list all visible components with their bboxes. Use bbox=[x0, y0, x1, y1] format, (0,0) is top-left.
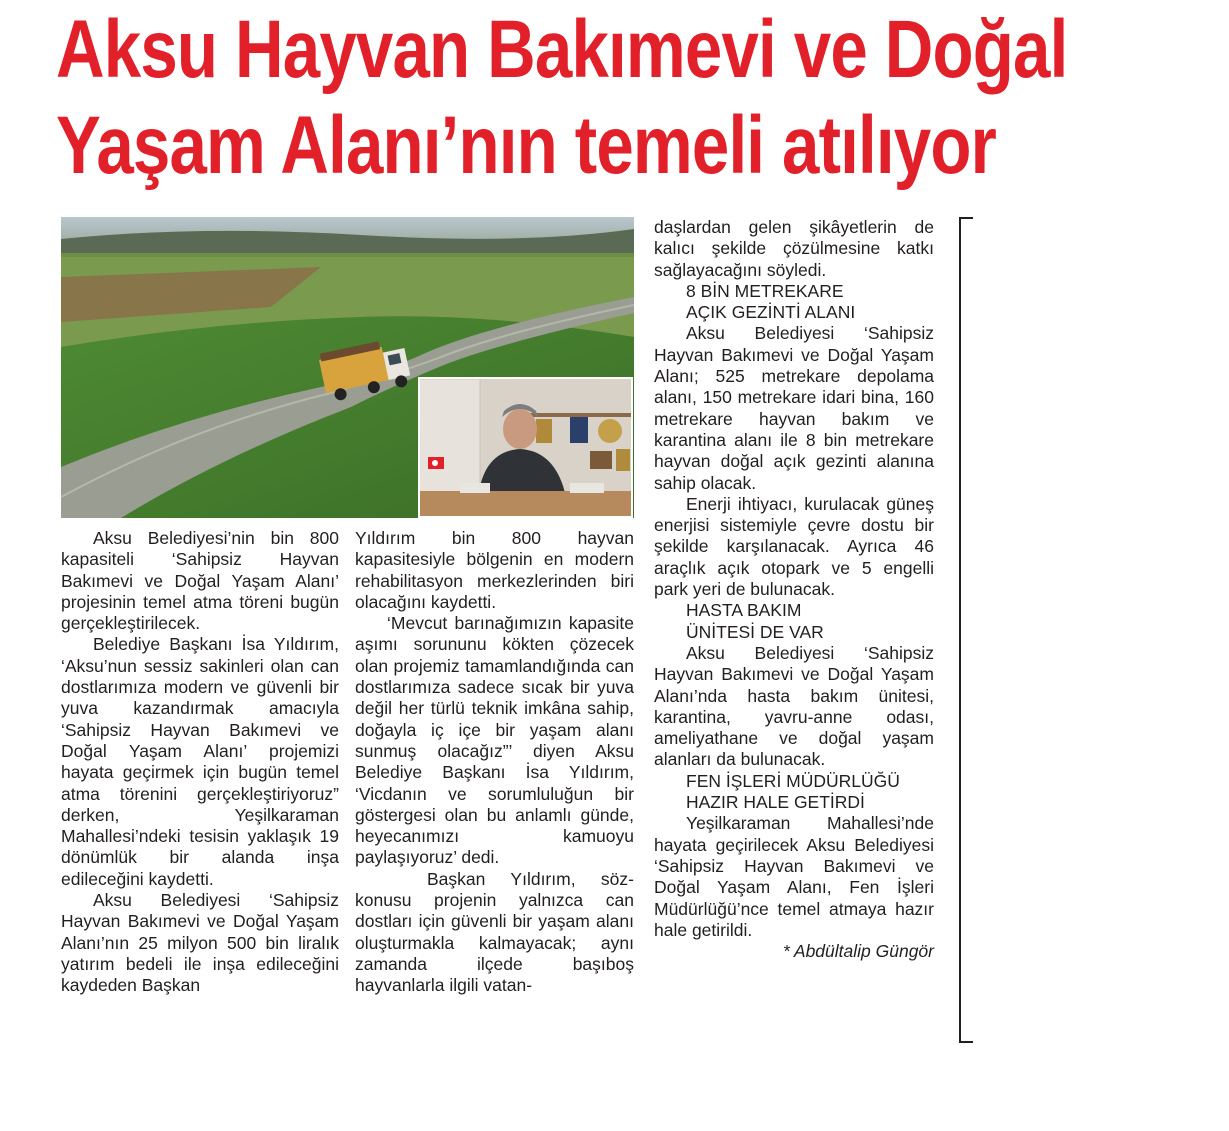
subheading-1 bbox=[654, 281, 934, 324]
subheading-line: ÜNİTESİ DE VAR bbox=[686, 621, 824, 642]
subheading-line: HASTA BAKIM bbox=[686, 600, 802, 621]
subheading-line: 8 BİN METREKARE bbox=[686, 280, 844, 301]
headline bbox=[56, 2, 1068, 194]
paragraph: daşlardan gelen şikâyetlerin de kalıcı şekilde çözülmesine katkı sağlayacağını söyledi. bbox=[654, 217, 934, 280]
paragraph: Aksu Belediyesi ‘Sahipsiz Hayvan Bakımevi ve Doğal Yaşam Alanı’nda hasta bakım ünitesi, karantina, yavru-anne odası, ameliyathane ve doğal yaşam alanları da bulunacak. bbox=[654, 642, 934, 770]
paragraph: Belediye Başkanı İsa Yıldırım, ‘Aksu’nun sessiz sakinleri olan can dostlarımıza modern ve güvenli bir yuva kazandırmak amacıyla ‘Sahipsiz Hayvan Bakımevi ve Doğal Yaşam Alanı’ projemizi hayata geçirmek için bugün temel atma törenini gerçekleştiriyoruz” derken, Yeşilkaraman Mahallesi’ndeki tesisin yaklaşık 19 dönümlük bir alanda inşa edileceğini kaydetti. bbox=[61, 634, 339, 889]
subheading-line: AÇIK GEZİNTİ ALANI bbox=[686, 302, 856, 323]
paragraph: Yeşilkaraman Mahallesi’nde hayata geçirilecek Aksu Belediyesi ‘Sahipsiz Hayvan Bakımevi ve Doğal Yaşam Alanı, Fen İşleri Müdürlüğü’nce temel atmaya hazır hale getirildi. bbox=[654, 813, 934, 940]
subheading-3 bbox=[654, 771, 934, 814]
subheading-2 bbox=[654, 600, 934, 643]
article-column-3 bbox=[654, 217, 934, 962]
column-bracket bbox=[959, 217, 973, 1043]
mayor-inset-photo bbox=[418, 377, 633, 518]
paragraph: Aksu Belediyesi ‘Sahipsiz Hayvan Bakımevi ve Doğal Yaşam Alanı’nın 25 milyon 500 bin liralık yatırım bedeli ile inşa edileceğini kaydeden Başkan bbox=[61, 890, 339, 996]
paragraph: Aksu Belediyesi ‘Sahipsiz Hayvan Bakımevi ve Doğal Yaşam Alanı; 525 metrekare depolama alanı, 150 metrekare idari bina, 160 metrekare hayvan bakım ve karantina alanı ile 8 bin metrekare hayvan doğal açık gezinti alanına sahip olacak. bbox=[654, 323, 934, 493]
article-column-2 bbox=[355, 528, 634, 997]
subheading-line: FEN İŞLERİ MÜDÜRLÜĞÜ bbox=[686, 770, 900, 791]
subheading-line: HAZIR HALE GETİRDİ bbox=[686, 792, 865, 813]
headline-line-1: Aksu Hayvan Bakımevi ve Doğal bbox=[56, 4, 1068, 95]
paragraph: Başkan Yıldırım, söz- konusu projenin yalnızca can dostları için güvenli bir yaşam alanı oluşturmakla kalmayacak; aynı zamanda ilçede başıboş hayvanlarla ilgili vatan- bbox=[355, 868, 634, 996]
paragraph: ‘Mevcut barınağımızın kapasite aşımı sorununu kökten çözecek olan projemiz tamamlandığında can dostlarımıza sadece sıcak bir yuva değil her türlü teknik imkâna sahip, doğayla iç içe bir yaşam alanı sunmuş olacağız”’ diyen Aksu Belediye Başkanı İsa Yıldırım, ‘Vicdanın ve sorumluluğun bir göstergesi olan bu anlamlı günde, heyecanımızı kamuoyu paylaşıyoruz’ dedi. bbox=[355, 613, 634, 868]
paragraph: Yıldırım bin 800 hayvan kapasitesiyle bölgenin en modern rehabilitasyon merkezlerinden biri olacağını kaydetti. bbox=[355, 528, 634, 612]
headline-line-2: Yaşam Alanı’nın temeli atılıyor bbox=[56, 100, 996, 191]
author-signature: * Abdültalip Güngör bbox=[782, 941, 934, 962]
article-column-1 bbox=[61, 528, 339, 997]
paragraph: Enerji ihtiyacı, kurulacak güneş enerjisi sistemiyle çevre dostu bir şekilde karşılanacak. Ayrıca 46 araçlık açık otopark ve 5 engelli park yeri de bulunacak. bbox=[654, 493, 934, 600]
mayor-inset-illustration bbox=[420, 379, 631, 516]
paragraph: Aksu Belediyesi’nin bin 800 kapasiteli ‘Sahipsiz Hayvan Bakımevi ve Doğal Yaşam Alanı’ projesinin temel atma töreni bugün gerçekleştirilecek. bbox=[61, 528, 339, 634]
